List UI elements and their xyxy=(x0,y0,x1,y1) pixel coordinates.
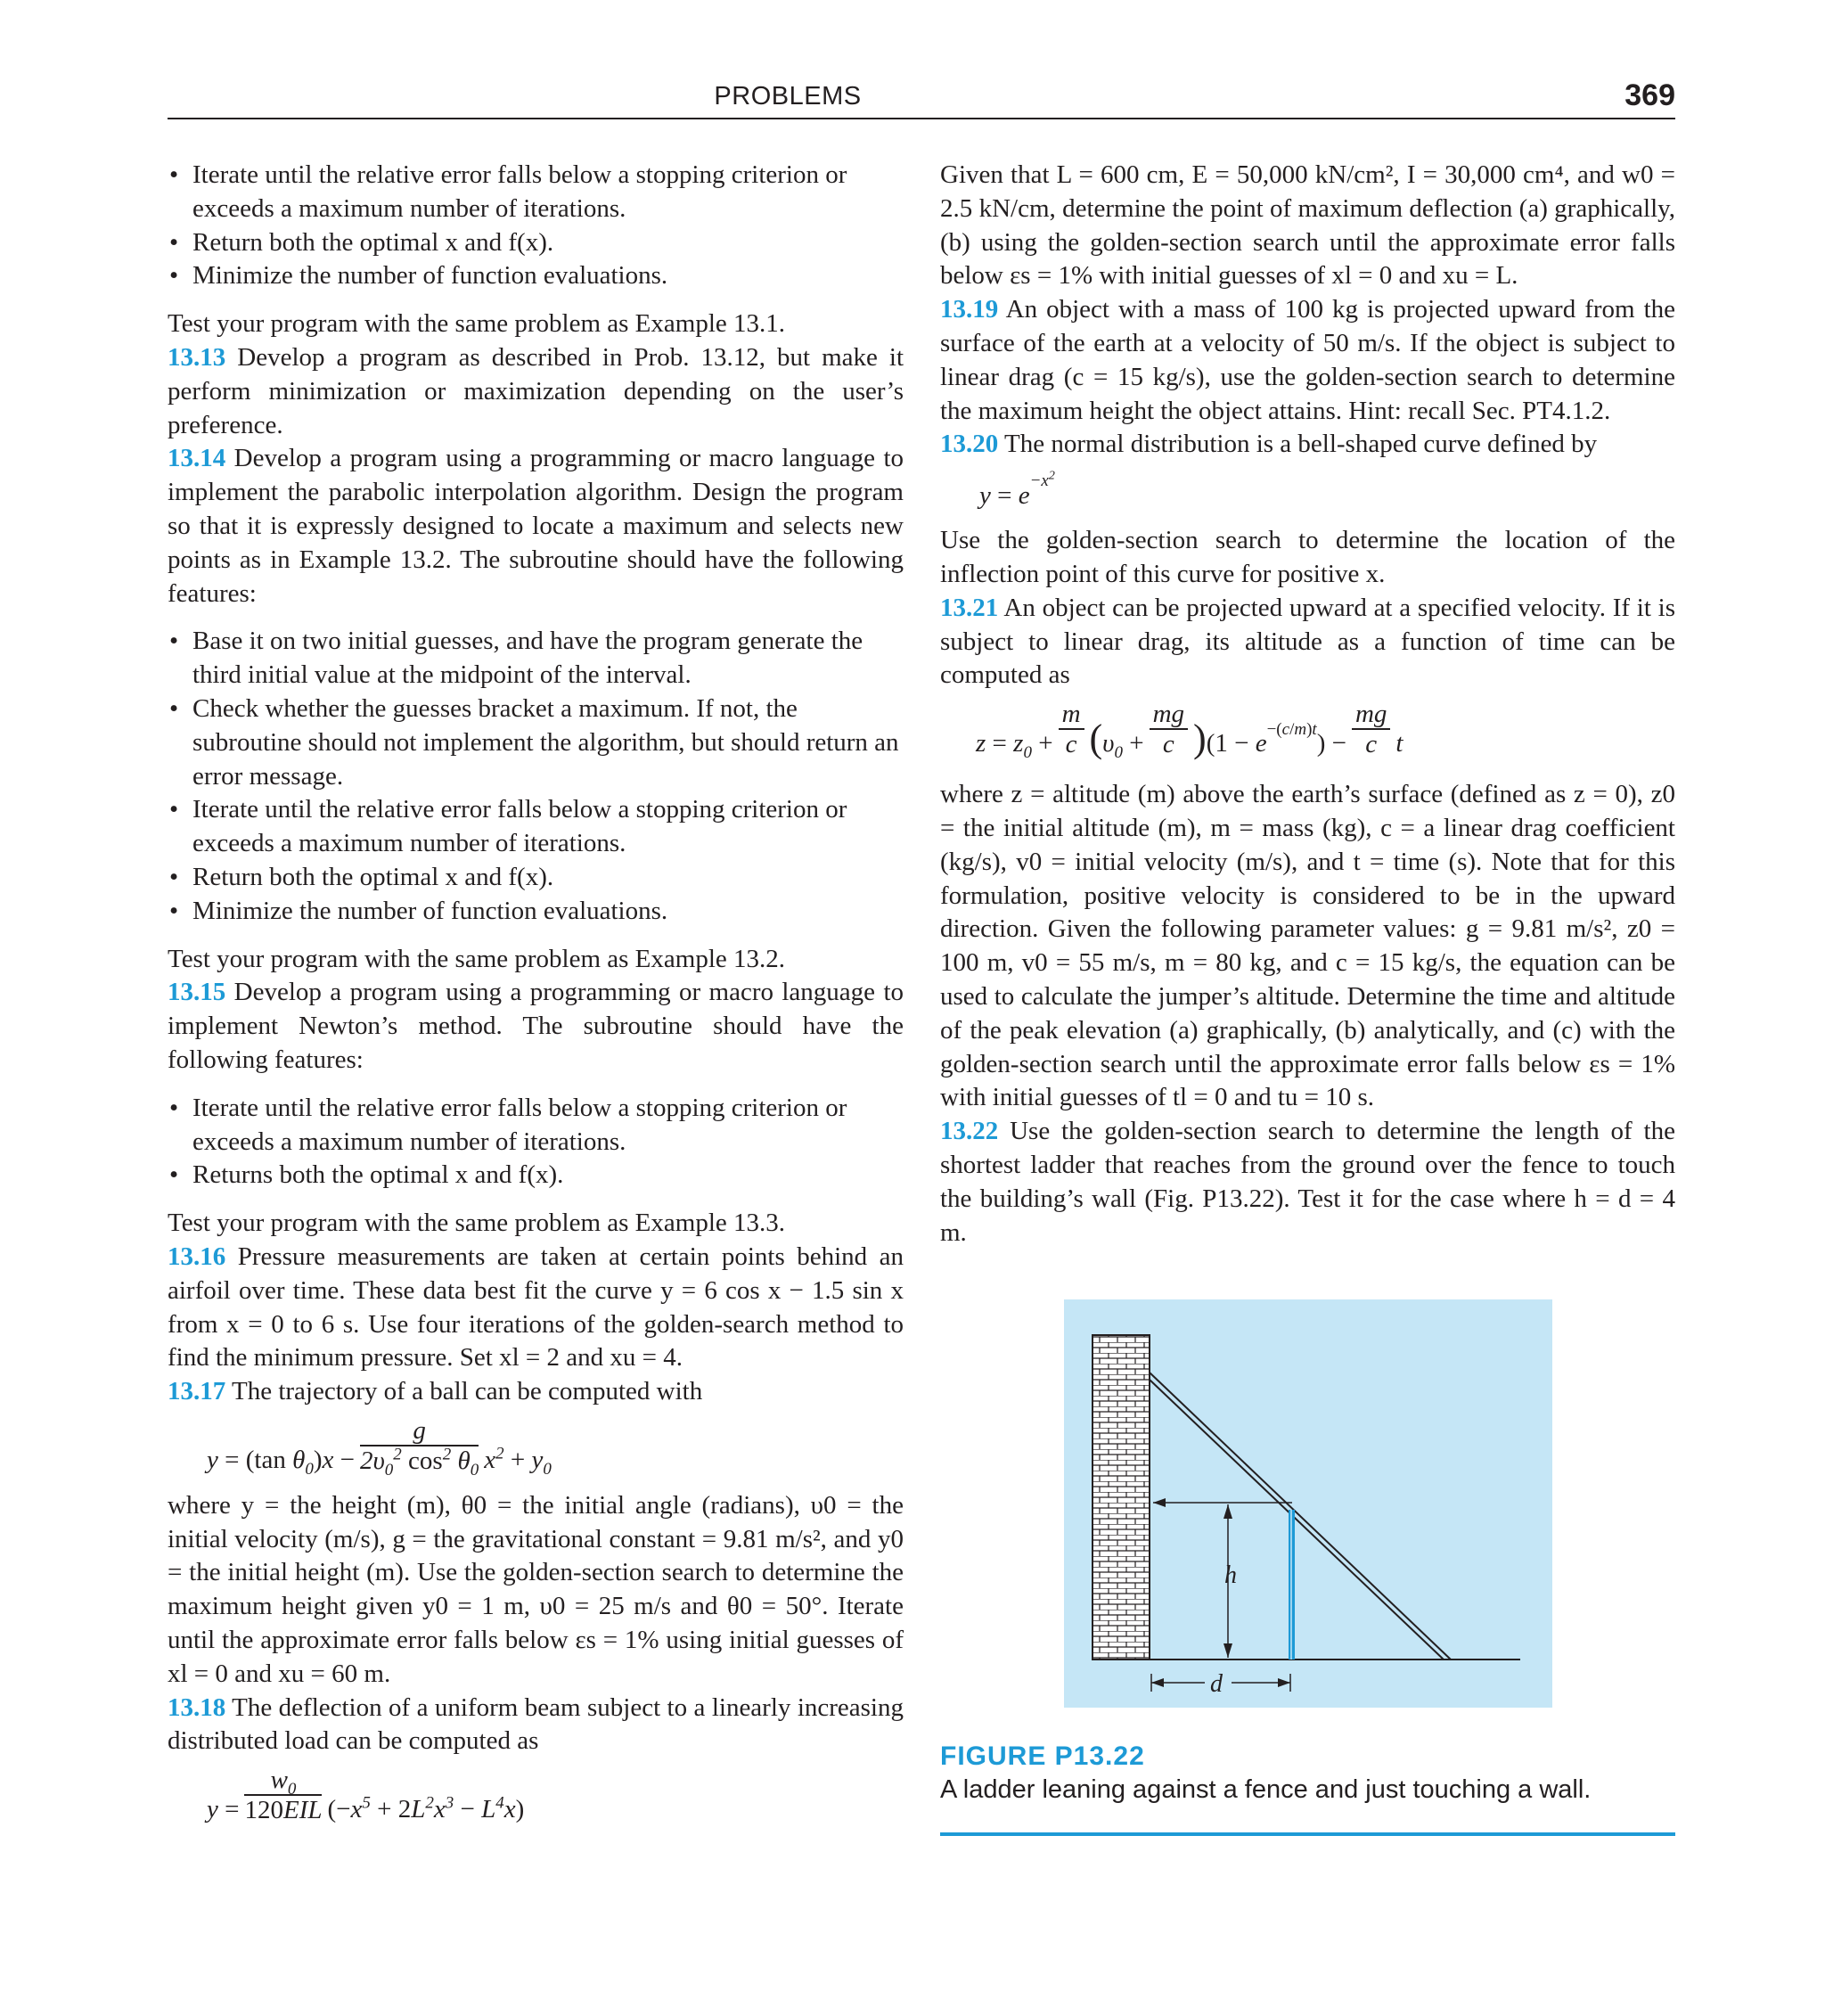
list-item: • Iterate until the relative error falls below a stopping criterion or exceeds a maximum number of iterations. xyxy=(168,1092,904,1160)
problem-text: The deflection of a uniform beam subject to a linearly increasing distributed load can be computed as xyxy=(168,1692,904,1756)
problem-number: 13.16 xyxy=(168,1242,226,1271)
list-item: • Returns both the optimal x and f(x). xyxy=(168,1159,904,1192)
list-item: • Minimize the number of function evaluations. xyxy=(168,259,904,293)
list-item: • Return both the optimal x and f(x). xyxy=(168,861,904,895)
problem-number: 13.22 xyxy=(940,1117,999,1146)
brick-wall xyxy=(1093,1335,1150,1660)
problem-text: Use the golden-section search to determine the length of the shortest ladder that reaches from the ground over the fence to touch the building’s wall (Fig. P13.22). Test it for the case where h = d = 4 m. xyxy=(940,1117,1675,1247)
list-item: • Iterate until the relative error falls below a stopping criterion or exceeds a maximum number of iterations. xyxy=(168,793,904,861)
problem-text: The normal distribution is a bell-shaped curve defined by xyxy=(1003,430,1598,459)
problem-number: 13.17 xyxy=(168,1377,226,1406)
bullet-list-c xyxy=(168,1092,904,1192)
figure-caption-text: A ladder leaning against a fence and just touching a wall. xyxy=(940,1775,1592,1804)
problem-13-17-continued: where y = the height (m), θ0 = the initial angle (radians), υ0 = the initial velocity (m/s), g = the gravitational constant = 9.81 m/s², and y0 = the initial height (m). Use the golden-section search to determine the maximum height given y0 = 1 m, υ0 = 25 m/s and θ0 = 50°. Iterate until the approximate error falls below εs = 1% using initial guesses of xl = 0 and xu = 60 m. xyxy=(168,1490,904,1688)
arrowhead-icon xyxy=(1223,1643,1232,1658)
d-label: d xyxy=(1210,1670,1223,1698)
figure-label: FIGURE P13.22 xyxy=(940,1741,1145,1771)
problem-text: An object can be projected upward at a specified velocity. If it is subject to linear drag, its altitude as a function of time can be computed as xyxy=(940,593,1675,690)
problem-text: Pressure measurements are taken at certain points behind an airfoil over time. These data best fit the curve y = 6 cos x − 1.5 sin x from x = 0 to 6 s. Use four iterations of the golden-search method to find the minimum pressure. Set xl = 2 and xu = 4. xyxy=(168,1242,904,1373)
ladder-rail-inner xyxy=(1150,1380,1444,1660)
equation-13-21: $z = z_0$ + $\frac{m}{c}$ ($\upsilon_0$ + $\frac{mg}{c}$ )$(1 - e^{-(c/m)t})$ − $\frac{mg}{c}$ t xyxy=(976,700,1404,762)
arrowhead-icon xyxy=(1278,1678,1290,1687)
arrowhead-icon xyxy=(1223,1504,1232,1519)
test-line: Test your program with the same problem as Example 13.2. xyxy=(168,944,785,973)
problem-13-13 xyxy=(168,341,904,442)
problem-13-19 xyxy=(940,293,1675,428)
problem-number: 13.13 xyxy=(168,342,226,372)
problem-13-14 xyxy=(168,442,904,611)
problem-number: 13.20 xyxy=(940,430,999,459)
bullet-list-a xyxy=(168,159,904,293)
list-item: • Base it on two initial guesses, and have the program generate the third initial value at the midpoint of the interval. xyxy=(168,625,904,692)
problem-text: Develop a program using a programming or macro language to implement the parabolic interpolation algorithm. Design the program so that it is expressly designed to locate a maximum and selects new points as in Example 13.2. The subroutine should have the following features: xyxy=(168,444,904,608)
problem-13-20-continued: Use the golden-section search to determine the location of the inflection point of this curve for positive x. xyxy=(940,526,1675,588)
equation-13-20: $y = e^{-x^2}$ xyxy=(979,469,1055,511)
right-column xyxy=(940,159,1675,1250)
equation-13-17: y = (tan $\theta_0)x$ − $\frac{g}{2\upsilon_0^2 \cos^2 \theta_0}$ $x^2 + y_0$ xyxy=(207,1415,552,1479)
problem-13-22 xyxy=(940,1115,1675,1250)
problem-number: 13.19 xyxy=(940,295,999,324)
problem-13-15 xyxy=(168,976,904,1077)
list-item: • Return both the optimal x and f(x). xyxy=(168,226,904,260)
ladder-diagram xyxy=(1064,1299,1552,1708)
problem-13-21-continued: where z = altitude (m) above the earth’s surface (defined as z = 0), z0 = the initial altitude (m), m = mass (kg), c = a linear drag coefficient (kg/s), v0 = initial velocity (m/s), and t = time (s). Note that for this formulation, positive velocity is considered to be in the upward direction. Given the following parameter values: g = 9.81 m/s², z0 = 100 m, v0 = 55 m/s, m = 80 kg, and c = 15 kg/s, the equation can be used to calculate the jumper’s altitude. Determine the time and altitude of the peak elevation (a) graphically, (b) analytically, and (c) with the golden-section search until the approximate error falls below εs = 1% with initial guesses of tl = 0 and tu = 10 s. xyxy=(940,780,1675,1112)
test-line: Test your program with the same problem as Example 13.1. xyxy=(168,309,785,339)
figure-caption xyxy=(940,1741,1675,1805)
problem-text: Develop a program as described in Prob. 13.12, but make it perform minimization or maximization depending on the user’s preference. xyxy=(168,342,904,439)
problem-text: An object with a mass of 100 kg is projected upward from the surface of the earth at a velocity of 50 m/s. If the object is subject to linear drag (c = 15 kg/s), use the golden-section search to determine the maximum height the object attains. Hint: recall Sec. PT4.1.2. xyxy=(940,295,1676,425)
page-header xyxy=(168,78,1675,119)
ladder-rail-outer xyxy=(1150,1373,1451,1660)
problem-text: The trajectory of a ball can be computed with xyxy=(231,1377,703,1406)
problem-number: 13.14 xyxy=(168,444,226,473)
problem-number: 13.15 xyxy=(168,978,226,1007)
test-line: Test your program with the same problem as Example 13.3. xyxy=(168,1209,785,1238)
bullet-list-b xyxy=(168,625,904,928)
figure-rule xyxy=(940,1832,1675,1836)
problem-13-21 xyxy=(940,592,1675,692)
list-item: • Check whether the guesses bracket a maximum. If not, the subroutine should not implement the algorithm, but should return an error message. xyxy=(168,692,904,793)
arrowhead-icon xyxy=(1151,1678,1164,1687)
page-number: 369 xyxy=(1624,78,1675,112)
arrowhead-icon xyxy=(1153,1498,1166,1507)
figure-ladder-diagram xyxy=(1064,1299,1552,1708)
problem-13-16 xyxy=(168,1241,904,1375)
problem-number: 13.18 xyxy=(168,1692,226,1722)
list-item: • Minimize the number of function evaluations. xyxy=(168,895,904,929)
problem-number: 13.21 xyxy=(940,593,999,622)
problem-13-18 xyxy=(168,1692,904,1759)
running-head: PROBLEMS xyxy=(714,82,862,111)
problem-13-18-continued: Given that L = 600 cm, E = 50,000 kN/cm², I = 30,000 cm⁴, and w0 = 2.5 kN/cm, determine the point of maximum deflection (a) graphically, (b) using the golden-section search until the approximate error falls below εs = 1% with initial guesses of xl = 0 and xu = L. xyxy=(940,160,1675,291)
problem-13-17 xyxy=(168,1375,904,1409)
h-label: h xyxy=(1224,1561,1237,1589)
problem-13-20 xyxy=(940,428,1675,462)
left-column xyxy=(168,159,904,1839)
equation-13-18: y = $\frac{w_0}{\text{120EIL}}$ $(-x^5 + 2L^2x^3 - L^4x)$ xyxy=(207,1766,525,1825)
list-item: • Iterate until the relative error falls below a stopping criterion or exceeds a maximum number of iterations. xyxy=(168,159,904,226)
problem-text: Develop a program using a programming or macro language to implement Newton’s method. The subroutine should have the following features: xyxy=(168,978,904,1074)
